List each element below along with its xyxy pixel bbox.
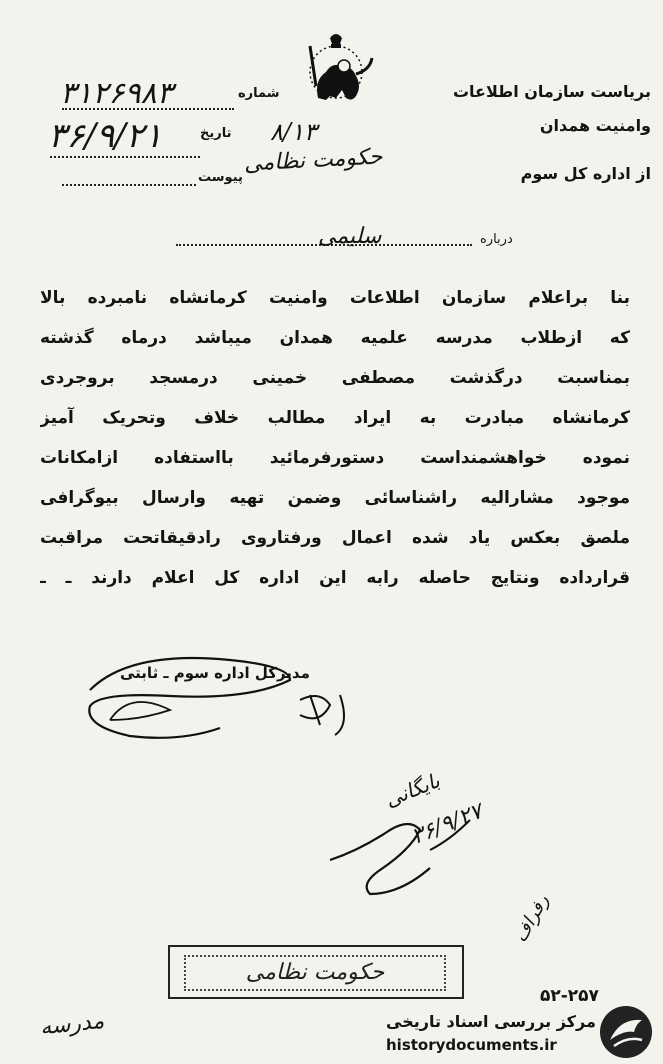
signature-scribble-icon xyxy=(70,640,370,750)
body-line: موجود مشارالیه راشناسائی وضمن تهیه وارسال بیوگرافی xyxy=(40,488,630,508)
archive-name: مرکز بررسی اسناد تاریخی xyxy=(386,1012,596,1031)
date-dotline xyxy=(50,156,200,158)
archive-logo-icon xyxy=(598,1004,654,1060)
attachment-dotline xyxy=(62,184,196,186)
attachment-label: پیوست xyxy=(198,170,243,185)
body-line: ملصق بعکس یاد شده اعمال ورفتاروی رادقیقاتحت مراقبت xyxy=(40,528,630,548)
handwritten-scribble-icon xyxy=(320,800,520,900)
letter-body xyxy=(40,278,630,598)
archive-website: historydocuments.ir xyxy=(386,1036,557,1054)
body-line: بمناسبت درگذشت مصطفی خمینی درمسجد بروجردی xyxy=(40,368,630,388)
number-dotline xyxy=(62,108,234,110)
lion-and-sun-emblem-icon xyxy=(296,28,378,112)
date-label: تاریخ xyxy=(200,126,232,141)
org-line-2: وامنیت همدان xyxy=(539,116,651,135)
body-line: که ازطلاب مدرسه علمیه همدان میباشد درماه گذشته xyxy=(40,328,630,348)
subject-label: درباره xyxy=(480,232,513,247)
handwritten-note-2: ۳۶/۹/۲۷ xyxy=(408,799,486,850)
date-value: ۳۶/۹/۲۱ xyxy=(48,116,163,156)
number-label: شماره xyxy=(238,86,280,101)
subject-value: سلیمی xyxy=(318,224,382,249)
body-line: بنا براعلام سازمان اطلاعات وامنیت کرمانشاه نامبرده بالا xyxy=(40,288,630,308)
from-line: از اداره کل سوم xyxy=(520,164,651,183)
body-line: کرمانشاه مبادرت به ایراد مطالب خلاف وتحریک آمیز xyxy=(40,408,630,428)
ref-number: ۸/۱۳ xyxy=(270,118,317,146)
handwritten-bottom-left: مدرسه xyxy=(38,1008,106,1041)
handwritten-right-note: رفراف xyxy=(509,891,554,946)
handwritten-note-1: بایگانی xyxy=(381,768,444,812)
body-line: نموده خواهشمنداست دستورفرمائید بااستفاده ازامکانات xyxy=(40,448,630,468)
stamp-text: حکومت نظامی xyxy=(184,955,446,991)
signatory-title: مدیرکل اداره سوم ـ ثابتی xyxy=(120,664,310,682)
number-value: ۳۱۲۶۹۸۳ xyxy=(60,76,173,111)
body-line: قرارداده ونتایج حاصله رابه این اداره کل اعلام دارند ـ ـ xyxy=(40,568,630,588)
ref-stamp: حکومت نظامی xyxy=(243,144,384,177)
document-code: ۵۲-۲۵۷ xyxy=(540,986,599,1006)
stamp-box xyxy=(168,945,464,999)
org-line-1: بریاست سازمان اطلاعات xyxy=(452,82,651,101)
